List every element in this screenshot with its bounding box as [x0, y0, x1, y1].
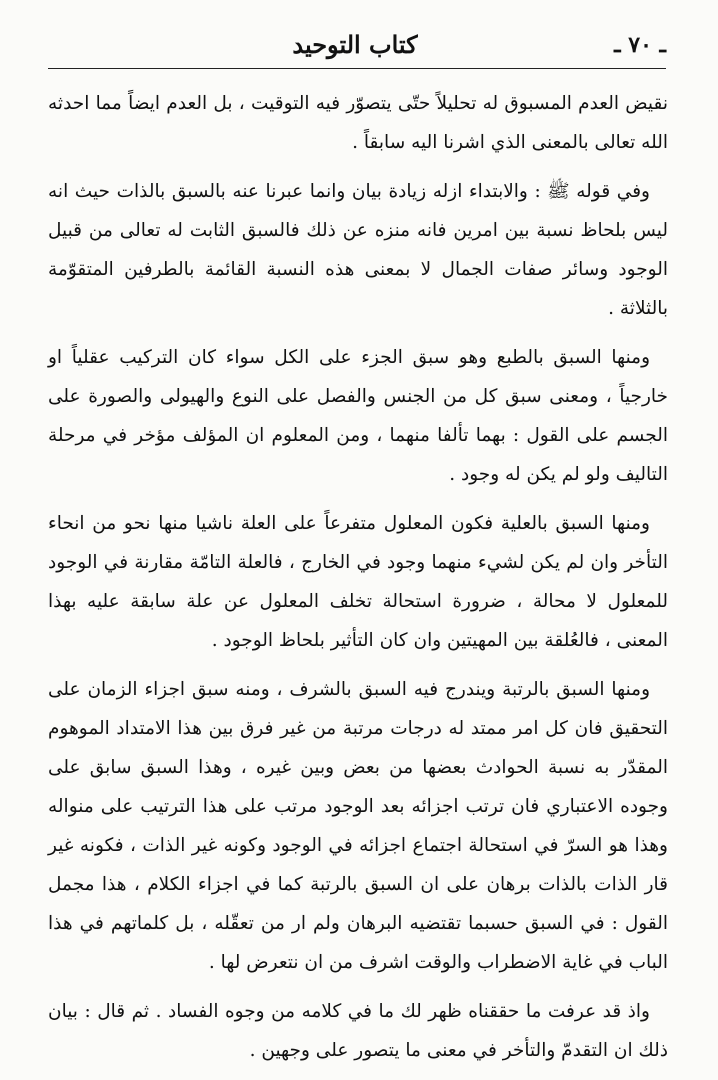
page-number: ـ ٧٠ ـ	[614, 32, 666, 58]
page-header	[44, 30, 666, 66]
paragraph: ومنها السبق بالطبع وهو سبق الجزء على الكل سواء كان التركيب عقلياً او خارجياً ، ومعنى سبق كل من الجنس والفصل على النوع والهيولى والصورة على الجسم على القول : بهما تألفا منهما ، ومن المعلوم ان المؤلف مؤخر في مرحلة التاليف ولو لم يكن له وجود .	[48, 347, 668, 485]
paragraph: واذ قد عرفت ما حققناه ظهر لك ما في كلامه من وجوه الفساد . ثم قال : بيان ذلك ان التقدمّ والتأخر في معنى ما يتصور على وجهين .	[48, 1001, 668, 1061]
body-text	[48, 84, 668, 1080]
paragraph: ومنها السبق بالرتبة ويندرج فيه السبق بالشرف ، ومنه سبق اجزاء الزمان على التحقيق فان كل امر ممتد له درجات مرتبة من غير فرق بين هذا الامتداد الموهوم المقدّر به نسبة الحوادث بعضها من بعض وبين غيره ، وهذا السبق سابق على وجوده الاعتباري فان ترتب اجزائه بعد الوجود مرتب على هذا الترتيب على منواله وهذا هو السرّ في استحالة اجتماع اجزائه في الوجود وكونه غير الذات ، فكونه غير قار الذات بالذات برهان على ان السبق بالرتبة كما في اجزاء الكلام ، هذا مجمل القول : في السبق حسبما تقتضيه البرهان ولم ار من تعقّله ، بل كلماتهم في هذا الباب في غاية الاضطراب والوقت اشرف من ان نتعرض لها .	[48, 679, 668, 973]
book-title: كتاب التوحيد	[292, 30, 418, 59]
paragraph: وفي قوله ﷺ : والابتداء ازله زيادة بيان وانما عبرنا عنه بالسبق بالذات حيث انه ليس بلحاظ نسبة بين امرين فانه منزه عن ذلك فالسبق الثابت له تعالى من قبيل الوجود وسائر صفات الجمال لا بمعنى هذه النسبة القائمة بالطرفين المتقوّمة بالثلاثة .	[48, 181, 668, 319]
header-divider	[48, 68, 666, 69]
paragraph: نقيض العدم المسبوق له تحليلاً حتّى يتصوّر فيه التوقيت ، بل العدم ايضاً مما احدثه الله تعالى بالمعنى الذي اشرنا اليه سابقاً .	[48, 93, 668, 153]
paragraph: ومنها السبق بالعلية فكون المعلول متفرعاً على العلة ناشيا منها نحو من انحاء التأخر وان لم يكن لشيء منهما وجود في الخارج ، فالعلة التامّة مقارنة في الوجود للمعلول لا محالة ، ضرورة استحالة تخلف المعلول عن علة سابقة عليه بهذا المعنى ، فالعُلقة بين المهيتين وان كان التأثير بلحاظ الوجود .	[48, 513, 668, 651]
